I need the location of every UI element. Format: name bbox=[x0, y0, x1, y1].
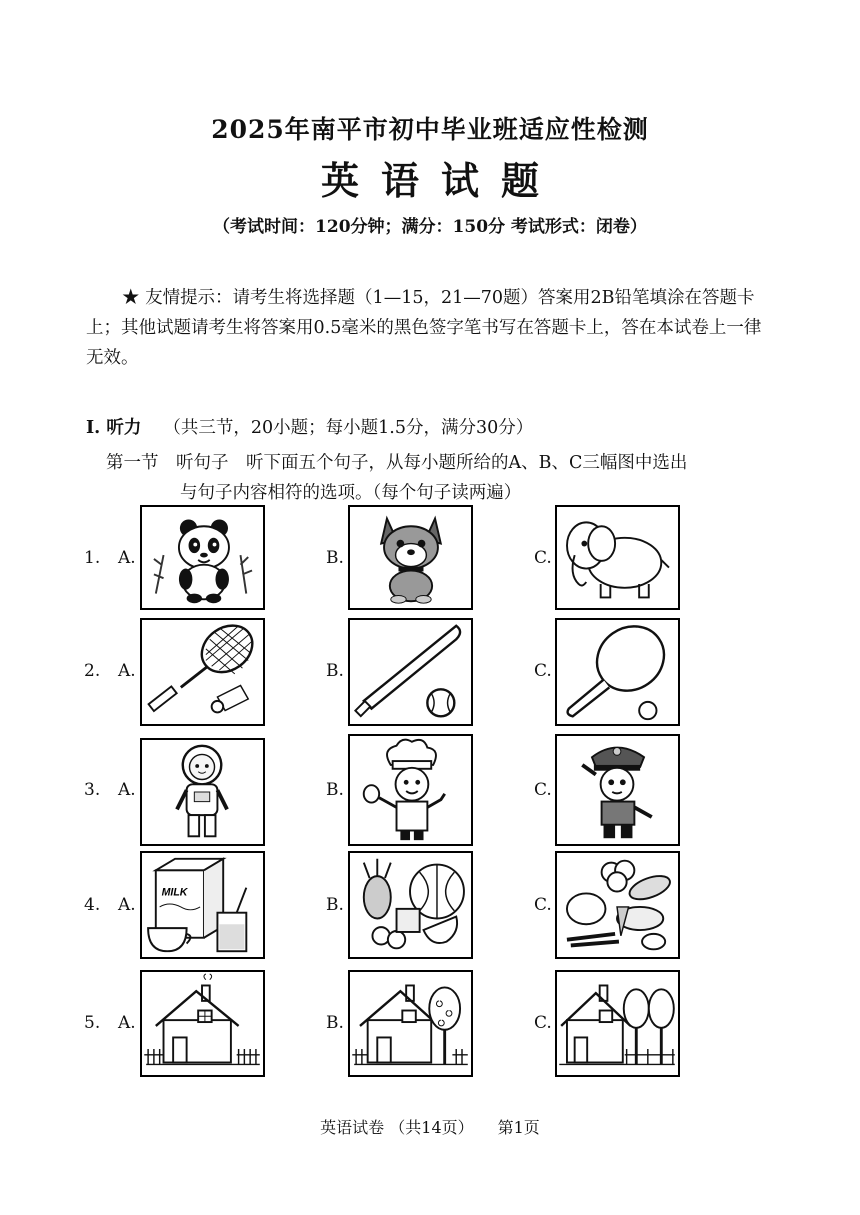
chef-picture[interactable] bbox=[348, 734, 473, 846]
milk-carton-label: MILK bbox=[161, 886, 188, 899]
question-number: 3. bbox=[84, 780, 101, 800]
house-two-trees-picture[interactable] bbox=[555, 970, 680, 1077]
baseball-picture[interactable] bbox=[348, 618, 473, 726]
chef-icon bbox=[350, 736, 471, 844]
ping-pong-picture[interactable] bbox=[555, 618, 680, 726]
option-label: B. bbox=[326, 548, 344, 568]
option-label: B. bbox=[326, 780, 344, 800]
section-info: （共三节，20小题；每小题1.5分，满分30分） bbox=[163, 418, 534, 438]
question-number: 5. bbox=[84, 1013, 101, 1033]
footer-paper-info: 英语试卷 （共14页） bbox=[320, 1118, 474, 1137]
option-label: C. bbox=[534, 1013, 552, 1033]
option-label: C. bbox=[534, 548, 552, 568]
panda-picture[interactable] bbox=[140, 505, 265, 610]
dog-icon bbox=[350, 507, 471, 608]
option-label: C. bbox=[534, 661, 552, 681]
vegetables-icon bbox=[557, 853, 678, 957]
astronaut-picture[interactable] bbox=[140, 738, 265, 846]
exam-title: 2025年南平市初中毕业班适应性检测 bbox=[211, 115, 649, 144]
milk-carton-icon bbox=[142, 853, 263, 957]
ping-pong-paddle-icon bbox=[557, 620, 678, 724]
option-label: B. bbox=[326, 895, 344, 915]
house-icon bbox=[142, 972, 263, 1075]
police-picture[interactable] bbox=[555, 734, 680, 846]
milk-picture[interactable] bbox=[140, 851, 265, 959]
house-one-tree-picture[interactable] bbox=[348, 970, 473, 1077]
vegetables-picture[interactable] bbox=[555, 851, 680, 959]
police-officer-icon bbox=[557, 736, 678, 844]
dog-picture[interactable] bbox=[348, 505, 473, 610]
elephant-picture[interactable] bbox=[555, 505, 680, 610]
badminton-picture[interactable] bbox=[140, 618, 265, 726]
house-no-tree-picture[interactable] bbox=[140, 970, 265, 1077]
house-with-two-trees-icon bbox=[557, 972, 678, 1075]
section-heading bbox=[86, 414, 533, 439]
question-number: 1. bbox=[84, 548, 101, 568]
option-label: C. bbox=[534, 780, 552, 800]
section-number: I. 听力 bbox=[86, 418, 142, 438]
fruit-picture[interactable] bbox=[348, 851, 473, 959]
option-label: B. bbox=[326, 1013, 344, 1033]
part1-line1: 第一节 听句子 听下面五个句子，从每小题所给的A、B、C三幅图中选出 bbox=[106, 453, 688, 473]
footer-page-number: 第1页 bbox=[497, 1118, 540, 1137]
option-label: B. bbox=[326, 661, 344, 681]
question-number: 2. bbox=[84, 661, 101, 681]
tip-text: ★ 友情提示：请考生将选择题（1—15，21—70题）答案用2B铅笔填涂在答题卡上；其他试题请考生将答案用0.5毫米的黑色签字笔书写在答题卡上，答在本试卷上一律无效。 bbox=[86, 288, 762, 368]
part1-line2: 与句子内容相符的选项。（每个句子读两遍） bbox=[180, 483, 522, 503]
astronaut-icon bbox=[142, 740, 263, 844]
baseball-bat-icon bbox=[350, 620, 471, 724]
house-with-tree-icon bbox=[350, 972, 471, 1075]
fruit-icon bbox=[350, 853, 471, 957]
badminton-racket-icon bbox=[142, 620, 263, 724]
panda-icon bbox=[142, 507, 263, 608]
option-label: A. bbox=[118, 780, 136, 800]
option-label: A. bbox=[118, 548, 136, 568]
question-number: 4. bbox=[84, 895, 101, 915]
option-label: A. bbox=[118, 661, 136, 681]
part1-instructions bbox=[106, 448, 778, 508]
option-label: C. bbox=[534, 895, 552, 915]
page-footer bbox=[0, 1115, 860, 1138]
elephant-icon bbox=[557, 507, 678, 608]
friendly-tip bbox=[86, 283, 776, 373]
subject-title: 英语试题 bbox=[320, 158, 561, 203]
option-label: A. bbox=[118, 895, 136, 915]
exam-info: （考试时间：120分钟；满分：150分 考试形式：闭卷） bbox=[213, 217, 647, 237]
option-label: A. bbox=[118, 1013, 136, 1033]
